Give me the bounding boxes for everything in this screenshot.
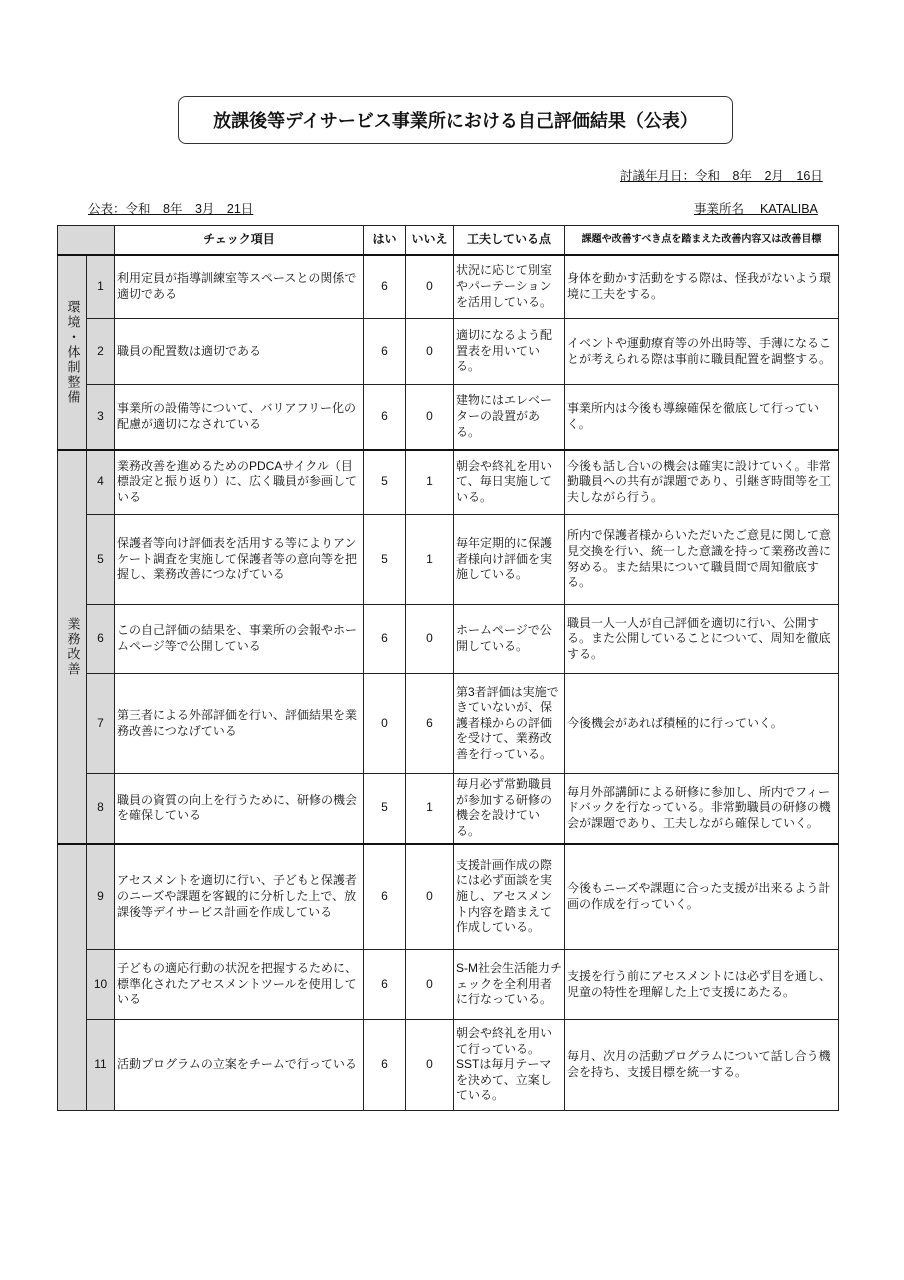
efforts-text: 状況に応じて別室やパーテーションを活用している。 <box>454 255 565 319</box>
document-title: 放課後等デイサービス事業所における自己評価結果（公表） <box>178 96 733 144</box>
no-count: 6 <box>406 674 454 774</box>
yes-count: 0 <box>364 674 406 774</box>
yes-count: 6 <box>364 605 406 674</box>
efforts-text: 適切になるよう配置表を用いている。 <box>454 319 565 385</box>
evaluation-table <box>57 225 839 1111</box>
header-blank <box>58 226 115 255</box>
row-number: 9 <box>87 844 115 950</box>
yes-count: 5 <box>364 774 406 844</box>
improvement-text: 支援を行う前にアセスメントには必ず目を通し、児童の特性を理解した上で支援にあたる。 <box>565 950 839 1020</box>
table-row <box>58 515 839 605</box>
check-item: 職員の資質の向上を行うために、研修の機会を確保している <box>115 774 364 844</box>
improvement-text: 事業所内は今後も導線確保を徹底して行っていく。 <box>565 385 839 450</box>
no-count: 1 <box>406 774 454 844</box>
table-row <box>58 950 839 1020</box>
header-yes: はい <box>364 226 406 255</box>
check-item: 保護者等向け評価表を活用する等によりアンケート調査を実施して保護者等の意向等を把握し、業務改善につなげている <box>115 515 364 605</box>
row-number: 7 <box>87 674 115 774</box>
improvement-text: 毎月、次月の活動プログラムについて話し合う機会を持ち、支援目標を統一する。 <box>565 1020 839 1111</box>
no-count: 0 <box>406 605 454 674</box>
efforts-text: 毎年定期的に保護者様向け評価を実施している。 <box>454 515 565 605</box>
check-item: 第三者による外部評価を行い、評価結果を業務改善につなげている <box>115 674 364 774</box>
no-count: 0 <box>406 319 454 385</box>
efforts-text: 建物にはエレベーターの設置がある。 <box>454 385 565 450</box>
yes-count: 6 <box>364 844 406 950</box>
check-item: 活動プログラムの立案をチームで行っている <box>115 1020 364 1111</box>
table-row <box>58 674 839 774</box>
row-number: 3 <box>87 385 115 450</box>
category-label <box>58 844 87 1111</box>
check-item: この自己評価の結果を、事業所の会報やホームページ等で公開している <box>115 605 364 674</box>
row-number: 6 <box>87 605 115 674</box>
no-count: 0 <box>406 255 454 319</box>
efforts-text: 第3者評価は実施できていないが、保護者様からの評価を受けて、業務改善を行っている。 <box>454 674 565 774</box>
table-row <box>58 844 839 950</box>
row-number: 2 <box>87 319 115 385</box>
improvement-text: 身体を動かす活動をする際は、怪我がないよう環境に工夫をする。 <box>565 255 839 319</box>
row-number: 4 <box>87 450 115 515</box>
check-item: 利用定員が指導訓練室等スペースとの関係で適切である <box>115 255 364 319</box>
office-name: 事業所名 KATALIBA <box>694 202 818 216</box>
check-item: 職員の配置数は適切である <box>115 319 364 385</box>
table-row <box>58 605 839 674</box>
category-label: 業務改善 <box>58 450 87 844</box>
table-row <box>58 774 839 844</box>
efforts-text: S-M社会生活能力チェックを全利用者に行なっている。 <box>454 950 565 1020</box>
header-efforts: 工夫している点 <box>454 226 565 255</box>
check-item: アセスメントを適切に行い、子どもと保護者のニーズや課題を客観的に分析した上で、放課後等デイサービス計画を作成している <box>115 844 364 950</box>
yes-count: 5 <box>364 515 406 605</box>
improvement-text: 今後機会があれば積極的に行っていく。 <box>565 674 839 774</box>
no-count: 0 <box>406 1020 454 1111</box>
category-label: 環境・体制整備 <box>58 255 87 450</box>
improvement-text: 所内で保護者様からいただいたご意見に関して意見交換を行い、統一した意識を持って業務改善に努める。また結果について職員間で周知徹底する。 <box>565 515 839 605</box>
table-row <box>58 450 839 515</box>
no-count: 1 <box>406 450 454 515</box>
improvement-text: 今後もニーズや課題に合った支援が出来るよう計画の作成を行っていく。 <box>565 844 839 950</box>
no-count: 0 <box>406 950 454 1020</box>
check-item: 業務改善を進めるためのPDCAサイクル（目標設定と振り返り）に、広く職員が参画している <box>115 450 364 515</box>
no-count: 0 <box>406 844 454 950</box>
header-no: いいえ <box>406 226 454 255</box>
improvement-text: 毎月外部講師による研修に参加し、所内でフィードバックを行なっている。非常勤職員の研修の機会が課題であり、工夫しながら確保していく。 <box>565 774 839 844</box>
table-row <box>58 319 839 385</box>
yes-count: 6 <box>364 1020 406 1111</box>
yes-count: 6 <box>364 319 406 385</box>
efforts-text: 支援計画作成の際には必ず面談を実施し、アセスメント内容を踏まえて作成している。 <box>454 844 565 950</box>
table-row <box>58 255 839 319</box>
no-count: 1 <box>406 515 454 605</box>
no-count: 0 <box>406 385 454 450</box>
table-row <box>58 385 839 450</box>
yes-count: 6 <box>364 385 406 450</box>
header-check-item: チェック項目 <box>115 226 364 255</box>
table-header-row <box>58 226 839 255</box>
row-number: 10 <box>87 950 115 1020</box>
yes-count: 5 <box>364 450 406 515</box>
efforts-text: 朝会や終礼を用いて、毎日実施している。 <box>454 450 565 515</box>
discussion-date: 討議年月日：令和 8年 2月 16日 <box>620 169 823 183</box>
header-improvements: 課題や改善すべき点を踏まえた改善内容又は改善目標 <box>565 226 839 255</box>
check-item: 子どもの適応行動の状況を把握するために、標準化されたアセスメントツールを使用している <box>115 950 364 1020</box>
yes-count: 6 <box>364 255 406 319</box>
improvement-text: 職員一人一人が自己評価を適切に行い、公開する。また公開していることについて、周知を徹底する。 <box>565 605 839 674</box>
table-row <box>58 1020 839 1111</box>
efforts-text: 毎月必ず常勤職員が参加する研修の機会を設けている。 <box>454 774 565 844</box>
efforts-text: ホームページで公開している。 <box>454 605 565 674</box>
row-number: 1 <box>87 255 115 319</box>
row-number: 11 <box>87 1020 115 1111</box>
improvement-text: 今後も話し合いの機会は確実に設けていく。非常勤職員への共有が課題であり、引継ぎ時間等を工夫しながら行う。 <box>565 450 839 515</box>
efforts-text: 朝会や終礼を用いて行っている。SSTは毎月テーマを決めて、立案している。 <box>454 1020 565 1111</box>
check-item: 事業所の設備等について、バリアフリー化の配慮が適切になされている <box>115 385 364 450</box>
improvement-text: イベントや運動療育等の外出時等、手薄になることが考えられる際は事前に職員配置を調整する。 <box>565 319 839 385</box>
row-number: 8 <box>87 774 115 844</box>
row-number: 5 <box>87 515 115 605</box>
publication-date: 公表：令和 8年 3月 21日 <box>88 202 254 216</box>
yes-count: 6 <box>364 950 406 1020</box>
